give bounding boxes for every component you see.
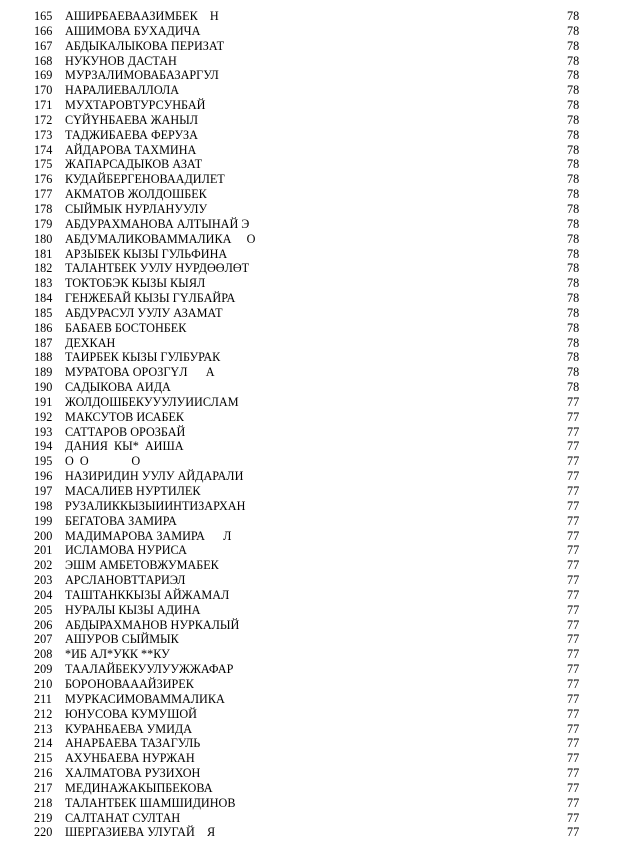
row-number: 175: [34, 157, 53, 172]
list-item: [0, 54, 639, 69]
student-name: САЛТАНАТ СУЛТАН: [65, 810, 181, 825]
score-value: 77: [567, 573, 580, 588]
list-item: [0, 825, 639, 840]
list-item: [0, 425, 639, 440]
list-item: [0, 543, 639, 558]
list-item: [0, 439, 639, 454]
list-item: [0, 529, 639, 544]
student-name: НАЗИРИДИН УУЛУ АЙДАРАЛИ: [65, 469, 244, 484]
student-name: ЭШМ АМБЕТОВЖУМАБЕК: [65, 558, 219, 573]
row-number: 203: [34, 573, 53, 588]
row-number: 182: [34, 261, 53, 276]
row-number: 201: [34, 543, 53, 558]
score-value: 78: [567, 127, 580, 142]
score-value: 78: [567, 172, 580, 187]
list-item: [0, 157, 639, 172]
student-name: СҮЙҮНБАЕВА ЖАНЫЛ: [65, 112, 199, 127]
score-value: 77: [567, 558, 580, 573]
score-value: 77: [567, 528, 580, 543]
score-value: 78: [567, 231, 580, 246]
row-number: 170: [34, 83, 53, 98]
student-name: НУКУНОВ ДАСТАН: [65, 53, 177, 68]
list-item: [0, 380, 639, 395]
student-name: МАСАЛИЕВ НУРТИЛЕК: [65, 484, 201, 498]
score-value: 77: [567, 825, 580, 840]
row-number: 220: [34, 825, 53, 840]
score-value: 77: [567, 795, 580, 810]
score-value: 78: [567, 9, 580, 23]
score-value: 77: [567, 736, 580, 751]
student-name: ЮНУСОВА КУМУШОЙ: [65, 706, 197, 721]
list-item: [0, 128, 639, 143]
list-item: [0, 247, 639, 262]
list-item: [0, 677, 639, 692]
list-item: [0, 751, 639, 766]
list-item: [0, 291, 639, 306]
row-number: 178: [34, 201, 53, 216]
row-number: 197: [34, 484, 53, 498]
list-item: [0, 454, 639, 469]
row-number: 180: [34, 231, 53, 246]
score-value: 77: [567, 662, 580, 677]
row-number: 172: [34, 112, 53, 127]
list-item: [0, 662, 639, 677]
score-value: 77: [567, 469, 580, 484]
student-name: АКМАТОВ ЖОЛДОШБЕК: [65, 187, 207, 202]
row-number: 202: [34, 558, 53, 573]
list-item: [0, 514, 639, 529]
score-value: 78: [567, 276, 580, 291]
row-number: 212: [34, 706, 53, 721]
list-item: [0, 350, 639, 365]
row-number: 171: [34, 98, 53, 113]
student-name: САТТАРОВ ОРОЗБАЙ: [65, 424, 186, 439]
list-item: [0, 232, 639, 247]
student-name: АШУРОВ СЫЙМЫК: [65, 632, 179, 647]
score-value: 78: [567, 112, 580, 127]
list-item: [0, 707, 639, 722]
score-value: 77: [567, 632, 580, 647]
score-value: 78: [567, 380, 580, 395]
row-number: 179: [34, 216, 53, 231]
student-name: ЖОЛДОШБЕКУУУЛУИИСЛАМ: [65, 394, 239, 409]
row-number: 168: [34, 53, 53, 68]
score-value: 78: [567, 320, 580, 335]
score-value: 77: [567, 409, 580, 424]
score-value: 77: [567, 766, 580, 781]
student-name: БОРОНОВАААЙЗИРЕК: [65, 676, 194, 691]
row-number: 207: [34, 632, 53, 647]
row-number: 192: [34, 409, 53, 424]
list-item: [0, 736, 639, 751]
list-item: [0, 766, 639, 781]
row-number: 218: [34, 795, 53, 810]
student-name: О О О: [65, 454, 141, 469]
list-item: [0, 202, 639, 217]
student-name: ЖАПАРСАДЫКОВ АЗАТ: [65, 157, 203, 172]
student-name: ХАЛМАТОВА РУЗИХОН: [65, 766, 201, 781]
student-name: ТАЛАНТБЕК УУЛУ НУРДӨӨЛӨТ: [65, 261, 250, 276]
list-item: [0, 217, 639, 232]
student-name: АРЗЫБЕК КЫЗЫ ГУЛЬФИНА: [65, 246, 228, 261]
list-item: [0, 98, 639, 113]
score-value: 78: [567, 246, 580, 261]
row-number: 169: [34, 68, 53, 83]
row-number: 185: [34, 305, 53, 320]
student-name: МАДИМАРОВА ЗАМИРА Л: [65, 528, 232, 543]
score-value: 78: [567, 216, 580, 231]
row-number: 186: [34, 320, 53, 335]
row-number: 195: [34, 454, 53, 469]
student-name: РУЗАЛИККЫЗЫИИНТИЗАРХАН: [65, 498, 246, 513]
row-number: 165: [34, 9, 53, 23]
student-name: МАКСУТОВ ИСАБЕК: [65, 409, 185, 424]
list-item: [0, 469, 639, 484]
score-value: 78: [567, 365, 580, 380]
student-name: НАРАЛИЕВАЛЛОЛА: [65, 83, 180, 98]
score-value: 78: [567, 261, 580, 276]
row-number: 217: [34, 780, 53, 795]
row-number: 200: [34, 528, 53, 543]
list-item: [0, 143, 639, 158]
score-value: 78: [567, 305, 580, 320]
score-value: 77: [567, 617, 580, 632]
student-name: *ИБ АЛ*УКК **КУ: [65, 647, 170, 662]
student-name: АШИРБАЕВААЗИМБЕК Н: [65, 9, 219, 23]
row-number: 199: [34, 513, 53, 528]
list-item: [0, 647, 639, 662]
student-name: БЕГАТОВА ЗАМИРА: [65, 513, 177, 528]
student-name: ТАИРБЕК КЫЗЫ ГУЛБУРАК: [65, 350, 221, 365]
student-name: КУРАНБАЕВА УМИДА: [65, 721, 193, 736]
row-number: 213: [34, 721, 53, 736]
score-value: 77: [567, 454, 580, 469]
student-name: АРСЛАНОВТТАРИЭЛ: [65, 573, 186, 588]
score-value: 78: [567, 53, 580, 68]
list-item: [0, 172, 639, 187]
student-name: АБДУРАСУЛ УУЛУ АЗАМАТ: [65, 305, 223, 320]
student-name: ДЕХКАН: [65, 335, 116, 350]
student-name: БАБАЕВ БОСТОНБЕК: [65, 320, 187, 335]
score-value: 77: [567, 810, 580, 825]
list-item: [0, 484, 639, 499]
row-number: 173: [34, 127, 53, 142]
student-name: АНАРБАЕВА ТАЗАГУЛЬ: [65, 736, 201, 751]
list-item: [0, 365, 639, 380]
score-value: 77: [567, 780, 580, 795]
row-number: 176: [34, 172, 53, 187]
row-number: 216: [34, 766, 53, 781]
score-value: 77: [567, 394, 580, 409]
list-item: [0, 603, 639, 618]
row-number: 188: [34, 350, 53, 365]
student-name: ДАНИЯ КЫ* АИША: [65, 439, 184, 454]
student-name: АБДУМАЛИКОВАММАЛИКА О: [65, 231, 256, 246]
score-value: 78: [567, 291, 580, 306]
student-name: АХУНБАЕВА НУРЖАН: [65, 751, 195, 766]
row-number: 193: [34, 424, 53, 439]
student-name: АБДЫРАХМАНОВ НУРКАЛЫЙ: [65, 617, 240, 632]
row-number: 194: [34, 439, 53, 454]
row-number: 167: [34, 38, 53, 53]
list-item: [0, 321, 639, 336]
list-item: [0, 113, 639, 128]
score-value: 78: [567, 142, 580, 157]
row-number: 205: [34, 602, 53, 617]
student-name: АШИМОВА БУХАДИЧА: [65, 23, 201, 38]
score-value: 77: [567, 647, 580, 662]
student-name: МУХТАРОВТУРСУНБАЙ: [65, 98, 206, 113]
score-value: 78: [567, 201, 580, 216]
student-name: АБДУРАХМАНОВА АЛТЫНАЙ Э: [65, 216, 250, 231]
student-name: ТОКТОБЭК КЫЗЫ КЫЯЛ: [65, 276, 206, 291]
row-number: 198: [34, 498, 53, 513]
list-item: [0, 588, 639, 603]
student-name: ИСЛАМОВА НУРИСА: [65, 543, 187, 558]
score-value: 77: [567, 543, 580, 558]
score-value: 77: [567, 439, 580, 454]
list-item: [0, 811, 639, 826]
row-number: 209: [34, 662, 53, 677]
score-value: 78: [567, 68, 580, 83]
score-value: 78: [567, 157, 580, 172]
row-number: 219: [34, 810, 53, 825]
row-number: 181: [34, 246, 53, 261]
score-value: 78: [567, 83, 580, 98]
list-item: [0, 632, 639, 647]
score-value: 77: [567, 513, 580, 528]
score-value: 77: [567, 498, 580, 513]
score-value: 77: [567, 721, 580, 736]
student-name: АЙДАРОВА ТАХМИНА: [65, 142, 197, 157]
score-value: 78: [567, 187, 580, 202]
row-number: 204: [34, 587, 53, 602]
student-name: НУРАЛЫ КЫЗЫ АДИНА: [65, 602, 201, 617]
student-name: МЕДИНАЖАКЫПБЕКОВА: [65, 780, 213, 795]
score-value: 78: [567, 335, 580, 350]
list-item: [0, 306, 639, 321]
list-item: [0, 276, 639, 291]
row-number: 215: [34, 751, 53, 766]
student-name: ШЕРГАЗИЕВА УЛУГАЙ Я: [65, 825, 216, 840]
score-value: 77: [567, 676, 580, 691]
row-number: 190: [34, 380, 53, 395]
list-item: [0, 410, 639, 425]
student-name: ТАШТАНККЫЗЫ АЙЖАМАЛ: [65, 587, 230, 602]
row-number: 196: [34, 469, 53, 484]
student-name: ГЕНЖЕБАЙ КЫЗЫ ГҮЛБАЙРА: [65, 291, 236, 306]
row-number: 187: [34, 335, 53, 350]
score-value: 77: [567, 484, 580, 498]
list-item: [0, 24, 639, 39]
row-number: 206: [34, 617, 53, 632]
score-value: 78: [567, 23, 580, 38]
row-number: 211: [34, 691, 52, 706]
list-item: [0, 722, 639, 737]
list-item: [0, 558, 639, 573]
student-name: КУДАЙБЕРГЕНОВААДИЛЕТ: [65, 172, 225, 187]
list-item: [0, 261, 639, 276]
list-item: [0, 781, 639, 796]
list-item: [0, 336, 639, 351]
row-number: 183: [34, 276, 53, 291]
list-item: [0, 618, 639, 633]
row-number: 189: [34, 365, 53, 380]
row-number: 184: [34, 291, 53, 306]
score-value: 77: [567, 424, 580, 439]
list-item: [0, 9, 639, 24]
row-number: 214: [34, 736, 53, 751]
student-name: ТАДЖИБАЕВА ФЕРУЗА: [65, 127, 198, 142]
row-number: 191: [34, 394, 53, 409]
row-number: 208: [34, 647, 53, 662]
list-item: [0, 692, 639, 707]
list-item: [0, 573, 639, 588]
student-name: СЫЙМЫК НУРЛАНУУЛУ: [65, 201, 208, 216]
score-value: 78: [567, 350, 580, 365]
list-item: [0, 83, 639, 98]
score-value: 78: [567, 38, 580, 53]
ranking-list: [0, 9, 639, 840]
list-item: [0, 39, 639, 54]
score-value: 77: [567, 706, 580, 721]
list-item: [0, 796, 639, 811]
list-item: [0, 395, 639, 410]
score-value: 77: [567, 751, 580, 766]
score-value: 77: [567, 691, 580, 706]
row-number: 166: [34, 23, 53, 38]
score-value: 77: [567, 587, 580, 602]
student-name: МУРЗАЛИМОВАБАЗАРГУЛ: [65, 68, 219, 83]
student-name: МУРКАСИМОВАММАЛИКА: [65, 691, 225, 706]
student-name: ТАЛАНТБЕК ШАМШИДИНОВ: [65, 795, 236, 810]
row-number: 210: [34, 676, 53, 691]
student-name: САДЫКОВА АИДА: [65, 380, 171, 395]
student-name: МУРАТОВА ОРОЗГҮЛ А: [65, 365, 215, 380]
row-number: 177: [34, 187, 53, 202]
score-value: 78: [567, 98, 580, 113]
student-name: ТААЛАЙБЕКУУЛУУЖЖАФАР: [65, 662, 234, 677]
list-item: [0, 68, 639, 83]
student-name: АБДЫКАЛЫКОВА ПЕРИЗАТ: [65, 38, 225, 53]
score-value: 77: [567, 602, 580, 617]
list-item: [0, 499, 639, 514]
row-number: 174: [34, 142, 53, 157]
list-item: [0, 187, 639, 202]
